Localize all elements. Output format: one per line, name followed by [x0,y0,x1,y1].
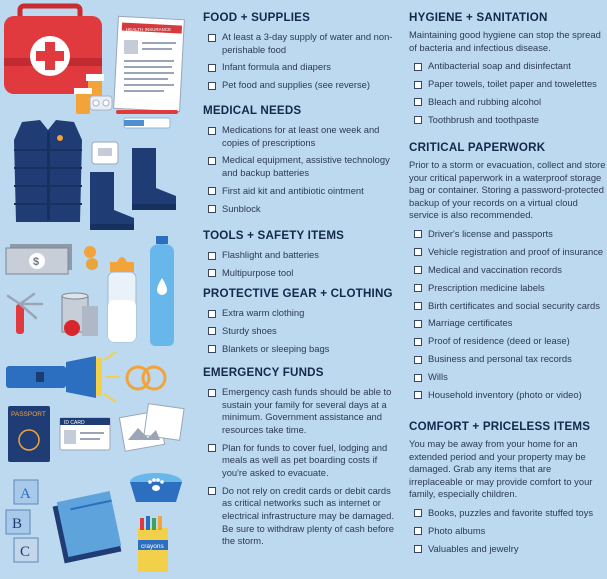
checklist-item[interactable]: Blankets or sleeping bags [203,343,399,356]
checklist [203,307,399,355]
photos-icon [119,404,184,452]
section-title: HYGIENE + SANITATION [409,11,548,24]
section-emergency-funds [203,366,399,553]
checklist-item[interactable]: Birth certificates and social security cards [409,300,607,313]
radio-icon [92,142,118,164]
section-title: COMFORT + PRICELESS ITEMS [409,420,591,433]
checklist-item[interactable]: Vehicle registration and proof of insurance [409,246,607,259]
checklist [203,31,399,92]
section-comfort-priceless [409,420,607,561]
checklist-item[interactable]: Extra warm clothing [203,307,399,320]
checklist-item[interactable]: Bleach and rubbing alcohol [409,96,607,109]
section-protective-gear [203,287,399,361]
checklist-item[interactable]: Pet food and supplies (see reverse) [203,79,399,92]
section-hygiene-sanitation [409,11,607,132]
section-title: FOOD + SUPPLIES [203,11,311,24]
checklist-item[interactable]: Medical equipment, assistive technology and backup batteries [203,154,399,179]
toy-blocks-icon [6,480,38,562]
checklist-item[interactable]: Medical and vaccination records [409,264,607,277]
checklist-item[interactable]: Marriage certificates [409,317,607,330]
section-intro: Maintaining good hygiene can stop the spread of bacteria and infectious disease. [409,29,601,53]
checklist [409,507,607,555]
crayons-label: crayons [141,543,164,550]
section-title: CRITICAL PAPERWORK [409,141,546,154]
books-icon [53,491,122,563]
checklist-item[interactable]: Prescription medicine labels [409,282,607,295]
checklist-item[interactable]: Toothbrush and toothpaste [409,114,607,127]
section-tools-safety [203,229,399,285]
checklist-item[interactable]: Medications for at least one week and copies of prescriptions [203,124,399,149]
passport-label: PASSPORT [11,411,46,418]
health-form-icon [114,16,185,111]
checklist-item[interactable]: Paper towels, toilet paper and towelettes [409,78,607,91]
block-b-letter: B [12,516,23,532]
checklist-item[interactable]: Flashlight and batteries [203,249,399,262]
checklist-item[interactable]: Household inventory (photo or video) [409,389,607,402]
supplies-illustration [0,0,200,579]
checklist-item[interactable]: Valuables and jewelry [409,543,607,556]
id-card-label: ID CARD [64,420,85,426]
checklist [409,228,607,402]
section-intro: Prior to a storm or evacuation, collect and store your critical paperwork in a waterproof storage bag or container. Storing a password-protected backup of your records on a virtual cloud service is also recommended. [409,159,606,221]
section-intro: You may be away from your home for an extended period and your property may be damaged. Grab any items that are irreplaceable or may provide comfort to your family, especially children. [409,438,593,500]
section-critical-paperwork [409,141,607,407]
checklist-item[interactable]: Photo albums [409,525,607,538]
checklist [203,386,399,548]
checklist-item[interactable]: Books, puzzles and favorite stuffed toys [409,507,607,520]
water-bottle-icon [150,236,174,346]
checklist-item[interactable]: Do not rely on credit cards or debit cards as critical networks such as internet or electrical infrastructure may be damaged. Be sure to withdraw plenty of cash before the storm. [203,485,399,548]
vest-icon [14,120,82,222]
checklist [409,60,607,126]
checklist-item[interactable]: At least a 3-day supply of water and non-perishable food [203,31,399,56]
section-title: MEDICAL NEEDS [203,104,302,117]
checklist-item[interactable]: Multipurpose tool [203,267,399,280]
cash-symbol: $ [33,256,40,268]
toothbrush-icon [116,110,178,128]
section-title: PROTECTIVE GEAR + CLOTHING [203,287,393,300]
id-card-icon [60,418,110,450]
section-medical-needs [203,104,399,221]
checklist [203,124,399,215]
multitool-icon [8,294,42,334]
section-food-supplies [203,11,399,97]
block-c-letter: C [20,544,31,560]
checklist-item[interactable]: First aid kit and antibiotic ointment [203,185,399,198]
checklist-item[interactable]: Infant formula and diapers [203,61,399,74]
checklist-item[interactable]: Emergency cash funds should be able to sustain your family for several days at a minimum. Government assistance and resources take time. [203,386,399,436]
pet-bowl-icon [130,473,182,502]
health-form-label: HEALTH INSURANCE [126,27,172,32]
checklist-item[interactable]: Proof of residence (deed or lease) [409,335,607,348]
flashlight-icon [6,352,120,402]
baby-bottle-icon [108,257,136,342]
checklist-item[interactable]: Sunblock [203,203,399,216]
passport-icon [8,406,50,462]
canned-food-icon [62,293,98,336]
block-a-letter: A [20,486,31,502]
crayons-icon [138,516,168,572]
checklist-item[interactable]: Wills [409,371,607,384]
cash-icon [6,244,72,274]
section-title: TOOLS + SAFETY ITEMS [203,229,345,242]
checklist-item[interactable]: Business and personal tax records [409,353,607,366]
checklist-item[interactable]: Plan for funds to cover fuel, lodging and meals as well as pet boarding costs if you're asked to evacuate. [203,442,399,480]
checklist-item[interactable]: Driver's license and passports [409,228,607,241]
checklist-item[interactable]: Antibacterial soap and disinfectant [409,60,607,73]
section-title: EMERGENCY FUNDS [203,366,324,379]
checklist [203,249,399,279]
coins-icon [84,246,98,270]
checklist-item[interactable]: Sturdy shoes [203,325,399,338]
rings-icon [127,367,165,389]
